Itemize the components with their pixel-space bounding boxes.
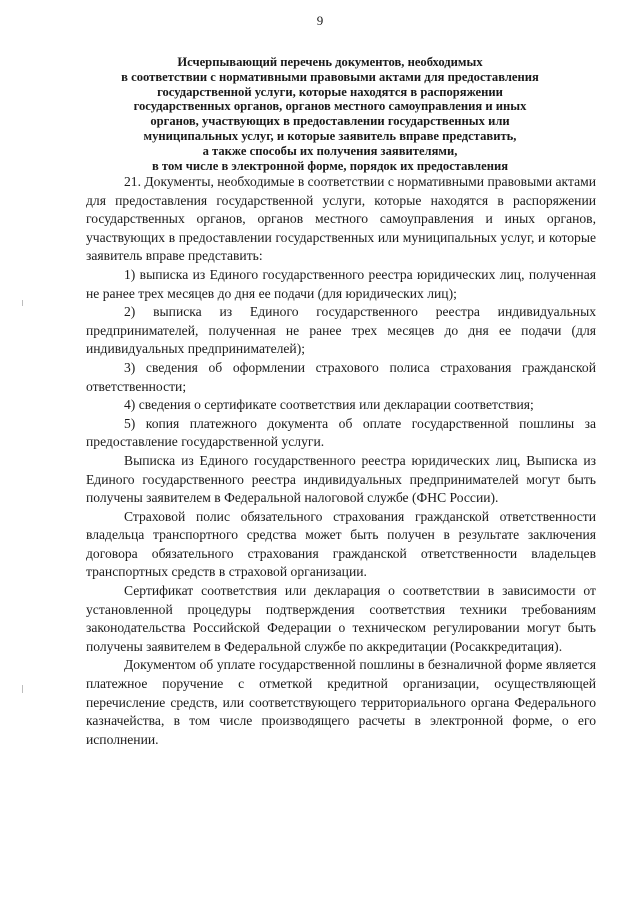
document-body	[86, 173, 596, 749]
heading-line: Исчерпывающий перечень документов, необходимых	[177, 55, 483, 69]
heading-line: государственных органов, органов местного самоуправления и иных	[133, 99, 527, 114]
list-item-4: 4) сведения о сертификате соответствия или декларации соответствия;	[124, 397, 534, 413]
paragraph-insurance-policy: Страховой полис обязательного страхования гражданской ответственности владельца транспортного средства может быть получен в результате заключения договора обязательного страхования гражданской ответственности владельцев транспортных средств в страховой организации.	[86, 508, 596, 580]
paragraph-certificate: Сертификат соответствия или декларация о соответствии в зависимости от установленной процедуры подтверждения соответствия техники требованиям законодательства Российской Федерации о техническом регулировании могут быть получены заявителем в Федеральной службе по аккредитации (Росаккредитация).	[86, 583, 596, 654]
heading-line: а также способы их получения заявителями,	[202, 143, 458, 158]
heading-line: в том числе в электронной форме, порядок их предоставления	[151, 158, 509, 173]
section-heading	[80, 55, 580, 173]
scan-margin-mark	[22, 685, 23, 693]
heading-line: муниципальных услуг, и которые заявитель вправе представить,	[143, 128, 517, 143]
heading-line: в соответствии с нормативными правовыми актами для предоставления	[121, 69, 539, 84]
heading-line: государственной услуги, которые находятся в распоряжении	[157, 84, 503, 99]
scan-margin-mark	[22, 300, 23, 306]
list-item-1: 1) выписка из Единого государственного реестра юридических лиц, полученная не ранее трех месяцев до дня ее подачи (для юридических лиц);	[86, 266, 596, 301]
paragraph-21-intro: 21. Документы, необходимые в соответствии с нормативными правовыми актами для предоставления государственной услуги, которые находятся в распоряжении государственных органов, органов местного самоуправления и иных органов, участвующих в предоставлении государственных или муниципальных услуг, и которые заявитель вправе представить:	[86, 174, 596, 264]
page-number: 9	[316, 13, 324, 28]
paragraph-fee-payment: Документом об уплате государственной пошлины в безналичной форме является платежное поручение с отметкой кредитной организации, осуществляющей перечисление средств, или соответствующего территориального органа Федерального казначейства, в том числе производящего расчеты в электронной форме, о его исполнении.	[86, 657, 596, 747]
heading-line: органов, участвующих в предоставлении государственных или	[150, 114, 510, 129]
paragraph-registry-extracts: Выписка из Единого государственного реестра юридических лиц, Выписка из Единого государственного реестра индивидуальных предпринимателей могут быть получены заявителем в Федеральной налоговой службе (ФНС России).	[86, 452, 596, 506]
list-item-3: 3) сведения об оформлении страхового полиса страхования гражданской ответственности;	[86, 359, 596, 394]
list-item-5: 5) копия платежного документа об оплате государственной пошлины за предоставление государственной услуги.	[86, 415, 596, 450]
list-item-2: 2) выписка из Единого государственного реестра индивидуальных предпринимателей, полученная не ранее трех месяцев до дня ее подачи (для индивидуальных предпринимателей);	[86, 304, 596, 357]
